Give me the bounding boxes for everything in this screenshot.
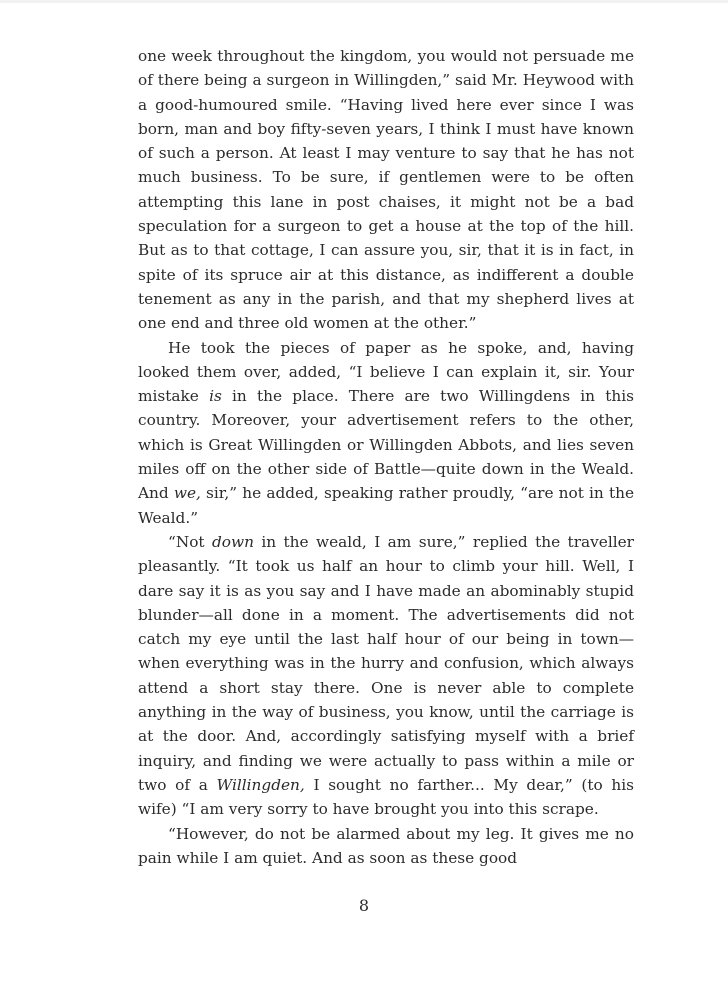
text-run: in the place. There are two Willingdens in this country. Moreover, your advertisement refers to the other, which is Great Willingden or Willingden Abbots, and lies seven miles off on the other side of Battle—quite down in the Weald. And xyxy=(138,387,634,503)
emphasis: down xyxy=(211,532,254,551)
text-run: He took the pieces of paper as he spoke, and, having looked them over, added, “I believe I can explain it, sir. Your mistake xyxy=(138,338,634,406)
emphasis: we, xyxy=(173,484,201,503)
text-run: in the weald, I am sure,” replied the traveller pleasantly. “It took us half an hour to climb your hill. Well, I dare say it is as you say and I have made an abominably stupid blunder—all done in a moment. The advertisements did not catch my eye until the last half hour of our being in town—when everything was in the hurry and confusion, which always attend a short stay there. One is never able to complete anything in the way of business, you know, until the carriage is at the door. And, accordingly satisfying myself with a brief inquiry, and finding we were actually to pass within a mile or two of a xyxy=(138,532,634,794)
body-text xyxy=(138,44,634,870)
paragraph xyxy=(138,336,634,530)
paragraph xyxy=(138,822,634,871)
text-run: one week throughout the kingdom, you would not persuade me of there being a surgeon in Willingden,” said Mr. Heywood with a good-humoured smile. “Having lived here ever since I was born, man and boy fifty-seven years, I think I must have known of such a person. At least I may venture to say that he has not much business. To be sure, if gentlemen were to be often attempting this lane in post chaises, it might not be a bad speculation for a surgeon to get a house at the top of the hill. But as to that cottage, I can assure you, sir, that it is in fact, in spite of its spruce air at this distance, as indifferent a double tenement as any in the parish, and that my shepherd lives at one end and three old women at the other.” xyxy=(138,47,634,333)
paragraph xyxy=(138,44,634,336)
emphasis: is xyxy=(209,387,222,406)
text-run: “Not xyxy=(168,532,212,551)
page-top-edge xyxy=(0,0,728,3)
text-run: sir,” he added, speaking rather proudly, “are not in the Weald.” xyxy=(138,484,635,527)
page-number: 8 xyxy=(358,896,370,915)
paragraph xyxy=(138,530,634,822)
emphasis: Willingden, xyxy=(216,775,305,794)
text-run: “However, do not be alarmed about my leg. It gives me no pain while I am quiet. And as soon as these good xyxy=(138,824,634,867)
text-run: I sought no farther... My dear,” (to his wife) “I am very sorry to have brought you into this scrape. xyxy=(138,775,634,819)
